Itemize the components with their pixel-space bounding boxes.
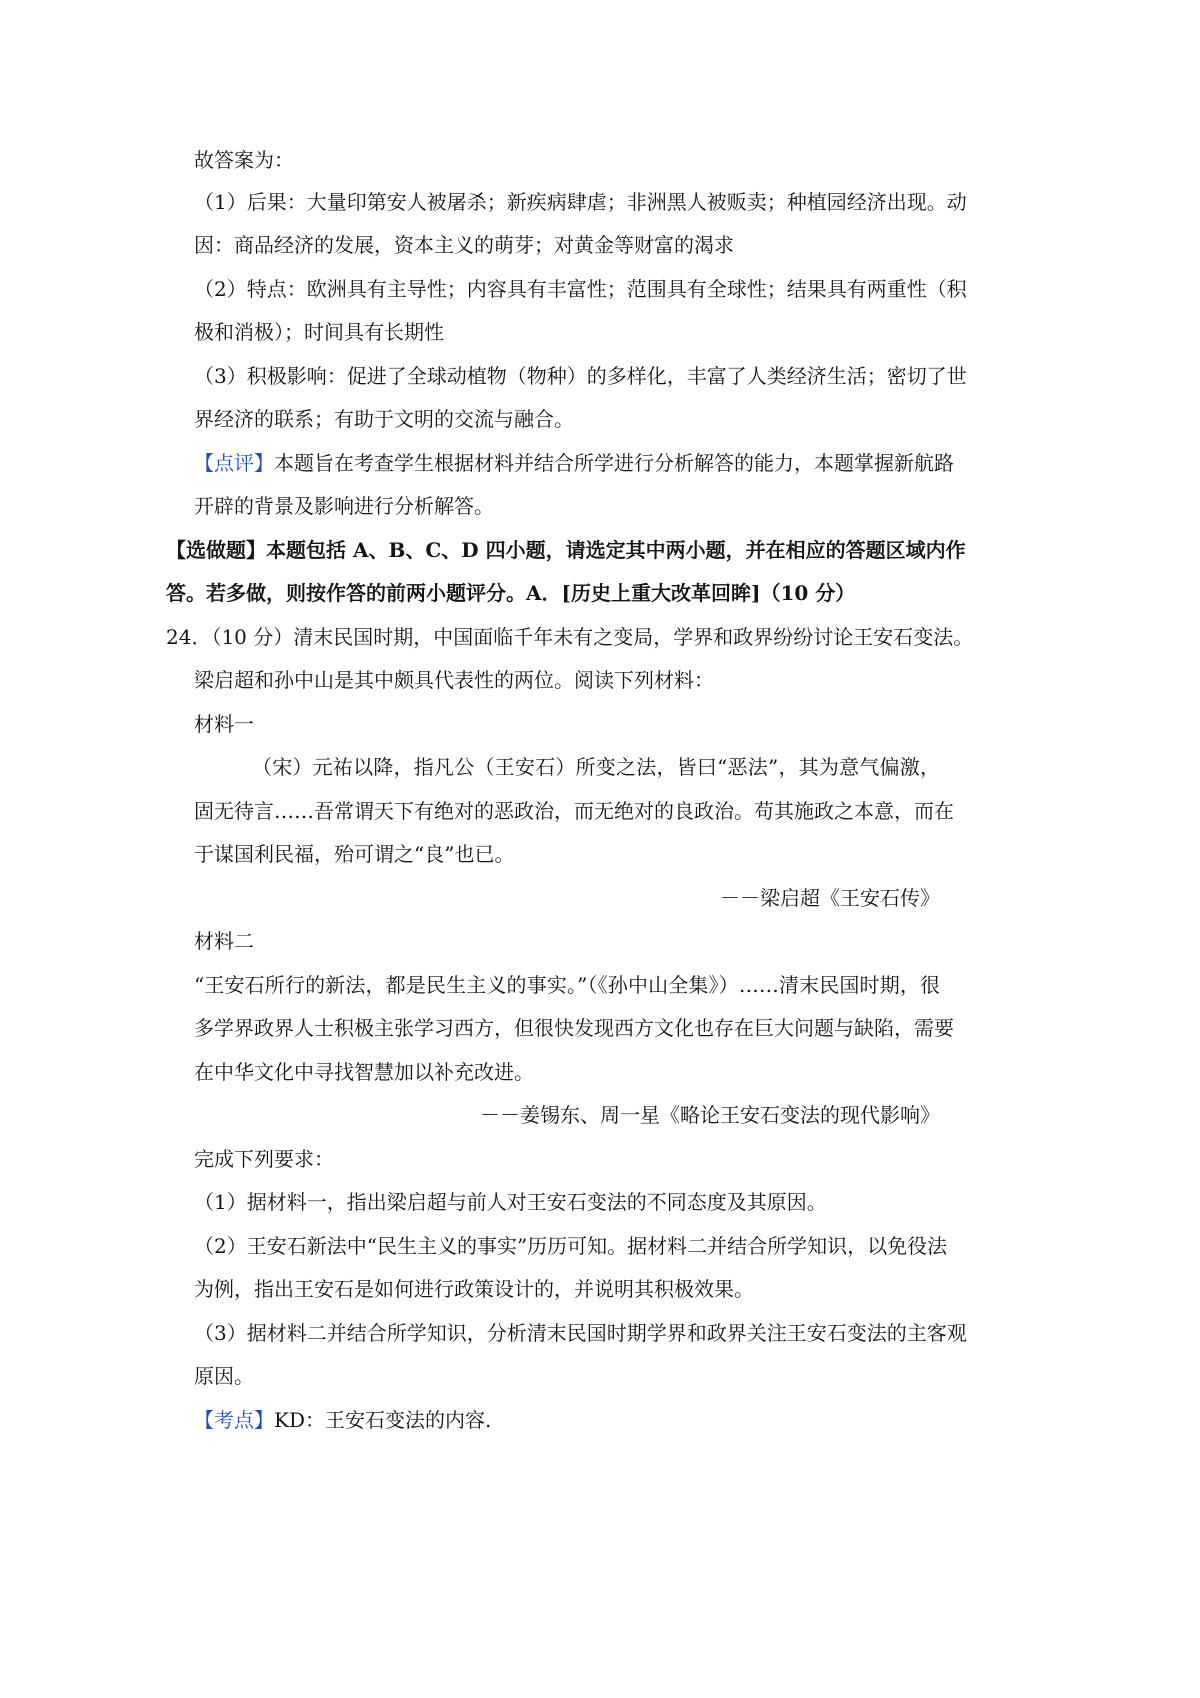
material1-line1: （宋）元祐以降，指凡公（王安石）所变之法，皆曰“恶法”，其为意气偏激， bbox=[252, 755, 940, 779]
material2-source: －－姜锡东、周一星《略论王安石变法的现代影响》 bbox=[480, 1103, 940, 1127]
material1-line3: 于谋国利民福，殆可谓之“良”也已。 bbox=[194, 842, 515, 866]
question-line2: 梁启超和孙中山是其中颇具代表性的两位。阅读下列材料： bbox=[194, 668, 714, 692]
material1-source: －－梁启超《王安石传》 bbox=[720, 886, 940, 910]
answer-item3-line2: 界经济的联系；有助于文明的交流与融合。 bbox=[194, 407, 574, 431]
requirement-1: （1）据材料一，指出梁启超与前人对王安石变法的不同态度及其原因。 bbox=[194, 1190, 827, 1214]
answer-intro: 故答案为： bbox=[194, 148, 294, 172]
review-line1 bbox=[194, 449, 954, 477]
requirement-2-line2: 为例，指出王安石是如何进行政策设计的，并说明其积极效果。 bbox=[194, 1277, 754, 1301]
answer-item3-line1: （3）积极影响：促进了全球动植物（物种）的多样化，丰富了人类经济生活；密切了世 bbox=[194, 364, 967, 388]
kaodian-text: KD：王安石变法的内容. bbox=[274, 1408, 492, 1432]
material2-line3: 在中华文化中寻找智慧加以补充改进。 bbox=[194, 1060, 534, 1084]
review-line2: 开辟的背景及影响进行分析解答。 bbox=[194, 494, 494, 518]
kaodian-tag: 【考点】 bbox=[194, 1408, 274, 1432]
elective-heading-line2: 答。若多做，则按作答的前两小题评分。A．[历史上重大改革回眸]（10 分） bbox=[166, 581, 856, 605]
elective-heading-line1: 【选做题】本题包括 A、B、C、D 四小题，请选定其中两小题，并在相应的答题区域内作 bbox=[166, 538, 966, 562]
answer-item2-line1: （2）特点：欧洲具有主导性；内容具有丰富性；范围具有全球性；结果具有两重性（积 bbox=[194, 277, 967, 301]
requirements-title: 完成下列要求： bbox=[194, 1147, 334, 1171]
answer-item1-line2: 因：商品经济的发展，资本主义的萌芽；对黄金等财富的渴求 bbox=[194, 233, 734, 257]
review-tag: 【点评】 bbox=[194, 451, 274, 475]
answer-item1-line1: （1）后果：大量印第安人被屠杀；新疾病肆虐；非洲黑人被贩卖；种植园经济出现。动 bbox=[194, 190, 967, 214]
material2-line2: 多学界政界人士积极主张学习西方，但很快发现西方文化也存在巨大问题与缺陷，需要 bbox=[194, 1016, 954, 1040]
material1-line2: 固无待言……吾常谓天下有绝对的恶政治，而无绝对的良政治。苟其施政之本意，而在 bbox=[194, 799, 954, 823]
question-line1: 24．（10 分）清末民国时期，中国面临千年未有之变局，学界和政界纷纷讨论王安石变法。 bbox=[166, 625, 974, 649]
material2-title: 材料二 bbox=[194, 929, 254, 953]
requirement-3-line1: （3）据材料二并结合所学知识，分析清末民国时期学界和政界关注王安石变法的主客观 bbox=[194, 1321, 967, 1345]
kaodian-line bbox=[194, 1406, 491, 1434]
requirement-2-line1: （2）王安石新法中“民生主义的事实”历历可知。据材料二并结合所学知识，以免役法 bbox=[194, 1234, 948, 1258]
requirement-3-line2: 原因。 bbox=[194, 1364, 254, 1388]
answer-item2-line2: 极和消极）；时间具有长期性 bbox=[194, 320, 444, 344]
review-text-line1: 本题旨在考查学生根据材料并结合所学进行分析解答的能力，本题掌握新航路 bbox=[274, 451, 954, 475]
material1-title: 材料一 bbox=[194, 712, 254, 736]
material2-line1: “王安石所行的新法，都是民生主义的事实。”（《孙中山全集》）……清末民国时期，很 bbox=[194, 973, 940, 997]
